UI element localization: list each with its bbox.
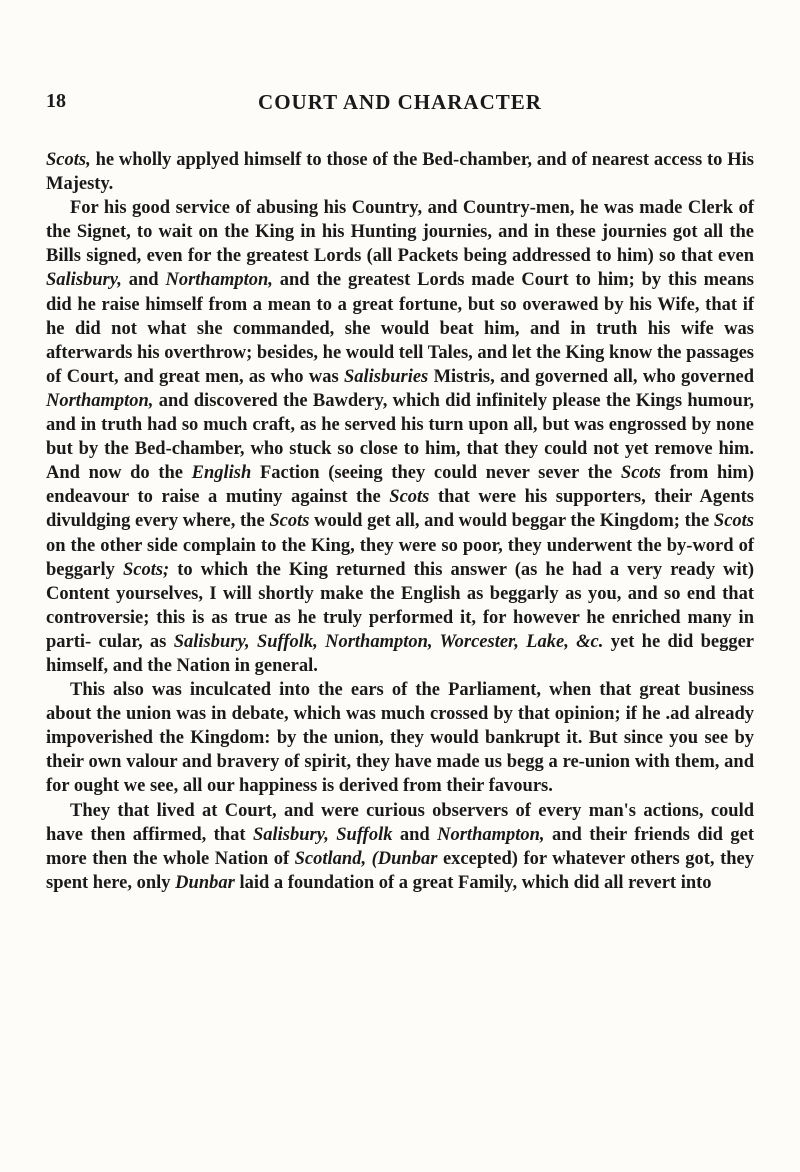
text-run: and the greatest Lords made Court to him; by this means did he raise himself from a mean to a great fortune, but so overawed by his Wife, that if he did not what she commanded, she would beat him, and in truth his wife was afterwards his overthrow; besides, he would tell Tales, and let the King know the passages of Court, and great men, as who was — [46, 270, 754, 387]
text-run: he wholly applyed himself to those of the Bed-chamber, and of nearest access to His Majesty. — [46, 150, 754, 195]
italic-run: Scots, — [46, 150, 91, 170]
running-title: COURT AND CHARACTER — [258, 90, 542, 114]
text-run: and — [392, 824, 438, 845]
italic-run: Scots — [620, 463, 661, 484]
text-run: and their friends did get more then the whole Nation of — [46, 824, 754, 869]
italic-run: Salisbury, Suffolk, Northampton, Worcester, Lake, &c. — [173, 631, 604, 652]
italic-run: Salisbury, — [46, 270, 122, 291]
italic-run: Scots — [713, 511, 754, 532]
text-run: on the other side complain to the King, they were so poor, they underwent the by-word of beggarly — [46, 535, 754, 580]
text-run: excepted) for whatever others got, they spent here, only — [46, 848, 754, 893]
page-number: 18 — [46, 90, 66, 112]
italic-run: Northampton, — [165, 270, 273, 291]
text-run: and discovered the Bawdery, which did infinitely please the Kings humour, and in truth had so much craft, as he served his turn upon all, but was engrossed by none but by the Bed-chamber, who stuck so close to him, that they could not yet remove him. And now do the — [46, 390, 754, 484]
italic-run: Northampton, — [437, 824, 545, 845]
text-run: that were his supporters, their Agents divuldging every where, the — [46, 487, 754, 532]
paragraph-2 — [46, 196, 754, 678]
text-run: and — [121, 270, 166, 291]
italic-run: Salisbury, Suffolk — [252, 824, 393, 845]
italic-run: Salisburies — [343, 366, 429, 387]
paragraph-1 — [46, 148, 754, 196]
text-run: This also was inculcated into the ears of the Parliament, when that great business about the union was in debate, which was much crossed by that opinion; if he .ad already impoverished the Kingdom: by the union, they would bankrupt it. But since you see by their own valour and bravery of spirit, they have made us begg a re-union with them, and for ought we see, all our happiness is derived from their favours. — [46, 680, 754, 797]
italic-run: Scots — [269, 511, 310, 532]
text-run: from him) endeavour to raise a mutiny against the — [46, 463, 754, 508]
text-run: Faction (seeing they could never sever the — [251, 463, 621, 484]
italic-run: Scots — [389, 487, 430, 508]
italic-run: Northampton, — [46, 390, 154, 411]
italic-run: Scotland, (Dunbar — [294, 848, 438, 869]
body-text — [46, 148, 754, 895]
text-run: Mistris, and governed all, who governed — [428, 366, 754, 387]
running-head — [46, 90, 754, 120]
paragraph-3 — [46, 678, 754, 798]
text-run: For his good service of abusing his Country, and Country-men, he was made Clerk of the Signet, to wait on the King in his Hunting journies, and in these journies got all the Bills signed, even for the greatest Lords (all Packets being addressed to him) so that even — [46, 198, 754, 267]
italic-run: Scots; — [122, 559, 170, 580]
paragraph-4 — [46, 799, 754, 895]
italic-run: English — [191, 463, 252, 484]
text-run: laid a foundation of a great Family, which did all revert into — [234, 872, 712, 893]
text-run: They that lived at Court, and were curious observers of every man's actions, could have then affirmed, that — [46, 800, 754, 845]
italic-run: Dunbar — [175, 872, 235, 893]
text-run: to which the King returned this answer (as he had a very ready wit) Content yourselves, I will shortly make the English as beggarly as you, and so end that controversie; this is as true as he truly performed it, for however he enriched many in parti- cular, as — [46, 559, 755, 652]
text-run: would get all, and would beggar the Kingdom; the — [309, 511, 714, 532]
text-run: yet he did begger himself, and the Nation in general. — [46, 631, 754, 676]
